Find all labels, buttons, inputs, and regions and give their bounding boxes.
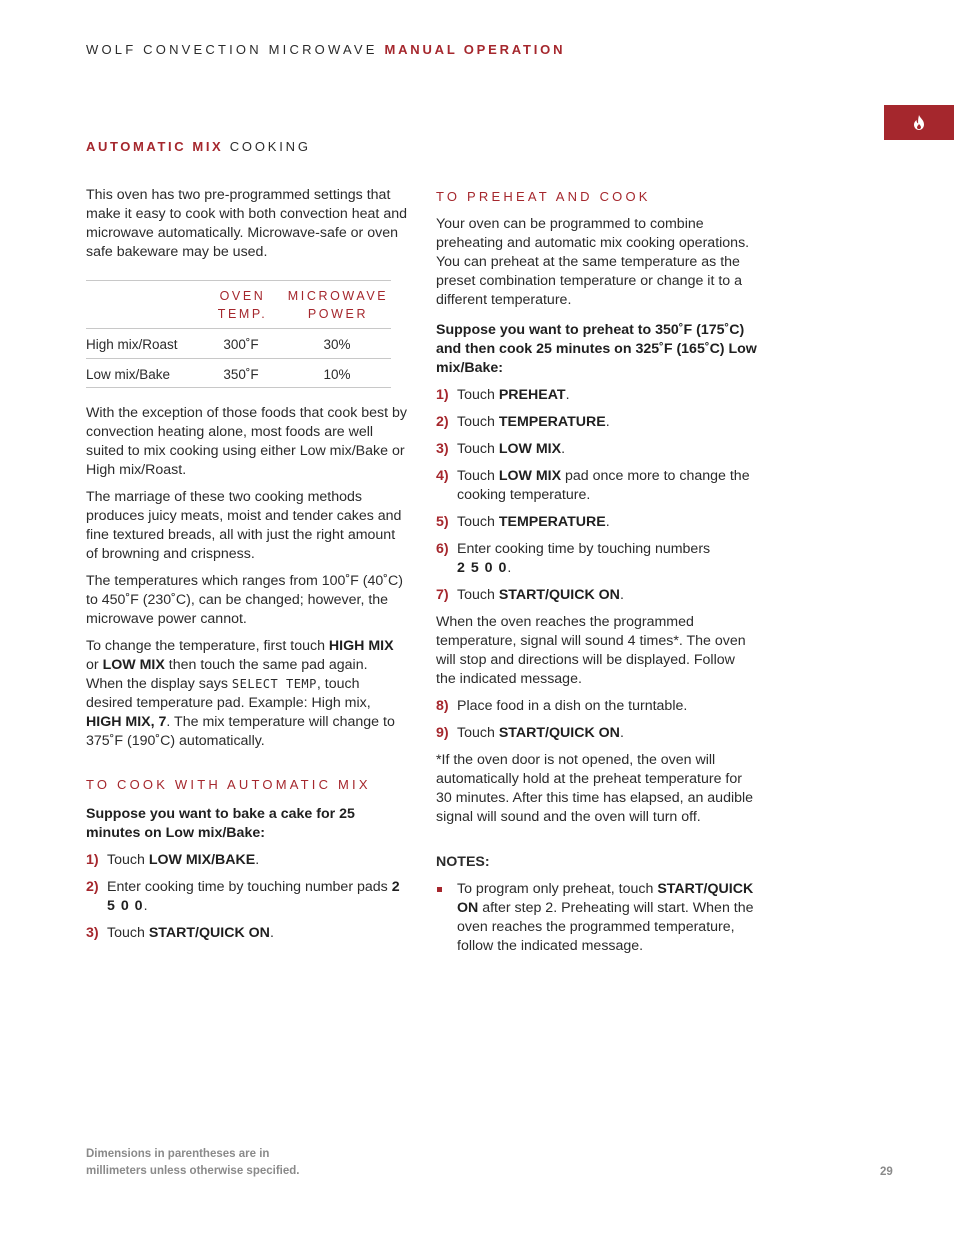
page-number: 29 — [880, 1166, 893, 1178]
body-paragraph: Your oven can be programmed to combine preheating and automatic mix cooking operations. You can preheat at the same temperature as the preset combination temperature or change it to a different temperature. — [436, 216, 750, 308]
step-item — [86, 851, 408, 870]
step-item — [86, 924, 408, 943]
step-number: 6) — [436, 541, 449, 557]
subsection-title: TO COOK WITH AUTOMATIC MIX — [86, 777, 371, 792]
step-number: 8) — [436, 698, 449, 714]
note-item — [436, 880, 758, 956]
key-label: LOW MIX — [498, 468, 562, 484]
running-header — [86, 40, 565, 59]
body-paragraph: When the oven reaches the programmed temperature, signal will sound 4 times*. The oven will stop and directions will be displayed. Follow the indicated message. — [436, 614, 746, 687]
microwave-power-line1: MICROWAVE — [287, 289, 389, 303]
intro-paragraph: This oven has two pre-programmed settings that make it easy to cook with both convection heat and microwave automatically. Microwave-safe or oven safe bakeware may be used. — [86, 187, 407, 260]
step-number: 9) — [436, 725, 449, 741]
text: . — [605, 414, 610, 430]
step-number: 5) — [436, 514, 449, 530]
step-number: 1) — [436, 387, 449, 403]
text: Enter cooking time by touching number pads — [107, 879, 392, 895]
left-instructions — [86, 805, 408, 951]
text: , touch desired temperature pad. Example: High mix, — [86, 676, 371, 711]
key-label: START/QUICK ON — [498, 587, 620, 603]
text: or — [86, 657, 103, 673]
header-accent: MANUAL OPERATION — [384, 42, 566, 57]
notes-title: NOTES: — [436, 854, 490, 870]
example-text: Suppose you want to bake a cake for 25 minutes on Low mix/Bake: — [86, 806, 355, 841]
text: . — [619, 587, 624, 603]
text: To program only preheat, touch — [457, 881, 658, 897]
text: Touch — [457, 387, 499, 403]
step-list — [86, 851, 408, 943]
key-label: START/QUICK ON — [498, 725, 620, 741]
text: . — [507, 560, 512, 576]
step-item — [436, 440, 758, 459]
footnote: *If the oven door is not opened, the oven will automatically hold at the preheat temperature for 30 minutes. After this time has elapsed, an audible signal will sound and the oven will turn off. — [436, 752, 754, 825]
flame-icon — [913, 115, 925, 130]
key-label: START/QUICK ON — [148, 925, 270, 941]
text: . — [565, 387, 570, 403]
section-title-rest: COOKING — [229, 139, 311, 154]
microwave-power-line2: POWER — [307, 307, 369, 321]
step-item — [436, 724, 758, 743]
text: . — [605, 514, 610, 530]
notes-list — [436, 880, 758, 956]
step-item — [436, 586, 758, 605]
row-temp: 300˚F — [223, 337, 259, 352]
section-title-bold: AUTOMATIC MIX — [86, 139, 224, 154]
text: Touch — [457, 414, 499, 430]
table-bottom-rule — [86, 387, 391, 388]
oven-temp-line2: TEMP. — [217, 307, 268, 321]
header-prefix: WOLF CONVECTION MICROWAVE — [86, 42, 378, 57]
step-number: 3) — [436, 441, 449, 457]
table-rule — [86, 358, 391, 359]
text: Touch — [457, 514, 499, 530]
table-header-microwave-power — [282, 287, 394, 323]
row-temp: 350˚F — [223, 367, 259, 382]
step-number: 3) — [86, 925, 99, 941]
step-item — [436, 540, 758, 578]
example-text: Suppose you want to preheat to 350˚F (175˚C) and then cook 25 minutes on 325˚F (165˚C) Low mix/Bake: — [436, 322, 757, 376]
step-list — [436, 386, 758, 605]
body-paragraph: With the exception of those foods that cook best by convection heating alone, most foods are well suited to mix cooking using either Low mix/Bake or High mix/Roast. — [86, 405, 407, 478]
step-number: 4) — [436, 468, 449, 484]
footer-line: millimeters unless otherwise specified. — [86, 1165, 300, 1177]
row-power: 30% — [323, 337, 351, 352]
body-paragraph — [86, 637, 408, 751]
step-number: 2) — [436, 414, 449, 430]
text: . — [255, 852, 260, 868]
subsection-title: TO PREHEAT AND COOK — [436, 189, 651, 204]
text: pad once more to change the cooking temperature. — [457, 468, 750, 503]
step-item — [436, 513, 758, 532]
text: . The mix temperature will change to 375˚F (190˚C) automatically. — [86, 714, 395, 749]
step-number: 2) — [86, 879, 99, 895]
step-item — [86, 878, 408, 916]
display-text: SELECT TEMP — [231, 677, 317, 691]
key-label: LOW MIX — [498, 441, 562, 457]
key-low-mix: LOW MIX — [102, 657, 165, 673]
step-list — [436, 697, 758, 743]
text: To change the temperature, first touch — [86, 638, 329, 654]
text: Touch — [457, 441, 499, 457]
footer-line: Dimensions in parentheses are in — [86, 1148, 270, 1160]
step-item — [436, 386, 758, 405]
text: Touch — [457, 468, 499, 484]
key-label: TEMPERATURE — [498, 514, 606, 530]
text: . — [269, 925, 274, 941]
key-sequence: HIGH MIX, 7 — [86, 714, 167, 730]
text: then touch the same pad again. When the display says — [86, 657, 368, 692]
text: Touch — [107, 852, 149, 868]
text: after step 2. Preheating will start. When the oven reaches the programmed temperature, follow the indicated message. — [457, 900, 754, 954]
key-label: 2 5 0 0 — [457, 560, 508, 576]
footer-note — [86, 1146, 299, 1180]
key-label: PREHEAT — [498, 387, 566, 403]
text: . — [143, 898, 148, 914]
bullet-square-icon — [437, 887, 442, 892]
step-number: 1) — [86, 852, 99, 868]
key-label: TEMPERATURE — [498, 414, 606, 430]
table-top-rule — [86, 280, 391, 281]
key-label: START/QUICK ON — [457, 881, 754, 916]
key-label: 2 5 0 0 — [107, 879, 401, 914]
text: . — [619, 725, 624, 741]
text: Touch — [457, 587, 499, 603]
step-item — [436, 697, 758, 716]
text: . — [561, 441, 566, 457]
key-high-mix: HIGH MIX — [328, 638, 394, 654]
left-body — [86, 404, 408, 759]
section-title — [86, 137, 311, 156]
text: Touch — [107, 925, 149, 941]
text: Enter cooking time by touching numbers — [457, 541, 711, 557]
row-power: 10% — [323, 367, 351, 382]
body-paragraph: The temperatures which ranges from 100˚F (40˚C) to 450˚F (230˚C), can be changed; however, the microwave power cannot. — [86, 573, 403, 627]
oven-temp-line1: OVEN — [219, 289, 266, 303]
step-number: 7) — [436, 587, 449, 603]
text: Touch — [457, 725, 499, 741]
key-label: LOW MIX/BAKE — [148, 852, 256, 868]
step-item — [436, 467, 758, 505]
table-rule — [86, 328, 391, 329]
body-paragraph: The marriage of these two cooking methods produces juicy meats, moist and tender cakes and fine textured breads, all with just the right amount of browning and crispness. — [86, 489, 402, 562]
row-label: Low mix/Bake — [86, 367, 171, 382]
row-label: High mix/Roast — [86, 337, 178, 352]
right-body — [436, 215, 758, 956]
section-tab — [884, 105, 954, 140]
text: Place food in a dish on the turntable. — [457, 698, 688, 714]
table-header-oven-temp — [205, 287, 280, 323]
step-item — [436, 413, 758, 432]
